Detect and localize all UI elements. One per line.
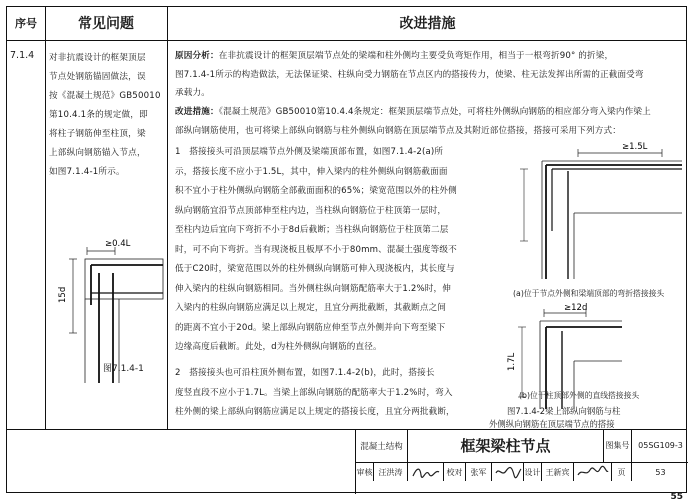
problem-line: 按《混凝土规范》GB50010 bbox=[49, 91, 161, 101]
table-header bbox=[7, 7, 686, 41]
atlas-number: 05SG109-3 bbox=[638, 441, 683, 450]
title-block-row-1 bbox=[356, 429, 688, 463]
design-name: 王新宾 bbox=[542, 463, 574, 481]
item-1-line: 至柱内边后宜向下弯折不小于8d后截断；当柱纵向钢筋位于柱顶第二层 bbox=[175, 225, 449, 235]
problem-line: 节点处钢筋锚固做法，误 bbox=[49, 72, 146, 82]
problem-line: 对非抗震设计的框架顶层 bbox=[49, 53, 146, 63]
item-1-line: 纵向钢筋宜沿节点顶部伸至柱内边，当柱纵向钢筋位于柱顶第一层时， bbox=[175, 205, 447, 216]
header-improvement: 改进措施 bbox=[399, 16, 456, 32]
measures-line: 部纵向钢筋使用，也可将梁上部纵向钢筋与柱外侧纵向钢筋在顶层端节点及其附近部位搭接，搭接可采用下列方式： bbox=[175, 125, 621, 136]
page-number: 53 bbox=[655, 467, 666, 477]
drawing-title: 框架梁柱节点 bbox=[408, 429, 604, 462]
measures-label: 改进措施： bbox=[175, 107, 219, 117]
item-2-paragraph bbox=[175, 364, 500, 423]
row-number: 7.1.4 bbox=[10, 50, 35, 61]
design-signature bbox=[574, 463, 612, 481]
item-1-line: 入梁内的柱纵向钢筋应满足以上规定，且宜分两批截断，其截断点之间 bbox=[175, 303, 447, 313]
problem-line: 将柱子钢筋伸至柱顶，梁 bbox=[49, 129, 146, 139]
item-2-line: 2 搭接接头也可沿柱顶外侧布置，如图7.1.4-2(b)，此时，搭接长 bbox=[175, 368, 435, 378]
problem-line: 如图7.1.4-1所示。 bbox=[49, 167, 125, 177]
figure-2-caption-line-2: 外侧纵向钢筋在顶层端节点的搭接 bbox=[489, 419, 615, 429]
problem-text bbox=[49, 49, 165, 182]
review-label: 审核 bbox=[356, 463, 374, 481]
measures-paragraph bbox=[175, 103, 685, 140]
analysis-line: 承载力。 bbox=[175, 88, 210, 99]
page-corner-number: 55 bbox=[670, 492, 683, 502]
analysis-label: 原因分析： bbox=[175, 51, 219, 61]
figure-2b-label-top: ≥12d bbox=[564, 303, 588, 313]
item-1-line: 的距离不宜小于20d。梁上部纵向钢筋应伸至节点外侧并向下弯至梁下 bbox=[175, 322, 446, 333]
figure-2b-label-side: 1.7L bbox=[507, 352, 517, 371]
item-1-line: 边缘高度后截断。此处，d为柱外侧纵向钢筋的直径。 bbox=[175, 342, 382, 352]
analysis-line: 图7.1.4-1所示的构造做法，无法保证梁、柱纵向受力钢筋在节点区内的搭接传力，使梁、柱无法发挥出所需的正截面受弯 bbox=[175, 69, 644, 80]
header-problem: 常见问题 bbox=[78, 16, 134, 32]
title-block bbox=[355, 429, 688, 494]
item-1-line: 1 搭接接头可沿顶层端节点外侧及梁端顶部布置，如图7.1.4-2(a)所 bbox=[175, 147, 444, 157]
figure-2b-caption: (b)位于柱顶部外侧的直线搭接接头 bbox=[519, 391, 640, 400]
page-frame bbox=[6, 6, 687, 493]
page-label: 页 bbox=[612, 463, 632, 481]
figure-2a-label: ≥1.5L bbox=[622, 142, 648, 152]
problem-line: 第10.4.1条的规定做，即 bbox=[49, 110, 148, 120]
problem-line: 上部纵向钢筋锚入节点， bbox=[49, 148, 146, 158]
improvement-cell bbox=[167, 41, 688, 429]
header-number: 序号 bbox=[15, 17, 37, 30]
check-signature bbox=[492, 463, 524, 481]
item-2-line: 度竖直段不应小于1.7L。当梁上部纵向钢筋的配筋率大于1.2%时，弯入 bbox=[175, 387, 453, 398]
analysis-line: 在非抗震设计的框架顶层端节点处的梁端和柱外侧均主要受负弯矩作用，相当于一根弯折90° 的折梁， bbox=[218, 51, 614, 61]
figure-1-label-top: ≥0.4L bbox=[105, 239, 131, 249]
category-label: 混凝土结构 bbox=[356, 429, 408, 462]
review-name: 汪洪涛 bbox=[374, 463, 408, 481]
problem-cell bbox=[45, 41, 167, 429]
atlas-label: 图集号 bbox=[604, 429, 632, 462]
review-signature bbox=[408, 463, 444, 481]
check-label: 校对 bbox=[444, 463, 466, 481]
figure-2b-drawing bbox=[502, 301, 686, 419]
figure-2a-drawing bbox=[502, 141, 686, 301]
figure-2-caption-line-1: 图7.1.4-2梁上部纵向钢筋与柱 bbox=[507, 406, 621, 416]
item-2-line: 柱外侧的梁上部纵向钢筋应满足以上规定的搭接长度，且宜分两批截断， bbox=[175, 407, 455, 417]
figure-2a-caption: (a)位于节点外侧和梁端顶部的弯折搭接接头 bbox=[513, 289, 665, 298]
item-1-line: 伸入梁内的柱纵向钢筋相同。当外侧柱纵向钢筋配筋率大于1.2%时，伸 bbox=[175, 283, 452, 294]
item-1-line: 积不宜小于柱外侧纵向钢筋全部截面面积的65%；梁宽范围以外的柱外侧 bbox=[175, 186, 457, 196]
item-1-line: 低于C20时，梁宽范围以外的柱外侧纵向钢筋可伸入现浇板内，其长度与 bbox=[175, 264, 455, 274]
measures-line: 《混凝土规范》GB50010第10.4.4条规定：框架顶层端节点处，可将柱外侧纵向钢筋的相应部分弯入梁内作梁上 bbox=[218, 107, 651, 117]
analysis-paragraph bbox=[175, 47, 685, 103]
check-name: 张军 bbox=[466, 463, 492, 481]
figure-1-caption: 图7.1.4-1 bbox=[103, 364, 144, 374]
figure-1-label-side: 15d bbox=[58, 286, 68, 303]
item-1-line: 时，可不向下弯折。当有现浇板且板厚不小于80mm、混凝土强度等级不 bbox=[175, 244, 457, 255]
design-label: 设计 bbox=[524, 463, 542, 481]
item-1-paragraph bbox=[175, 143, 500, 358]
item-1-line: 示，搭接长度不应小于1.5L，其中，伸入梁内的柱外侧纵向钢筋截面面 bbox=[175, 166, 448, 177]
title-block-row-2 bbox=[356, 463, 688, 481]
